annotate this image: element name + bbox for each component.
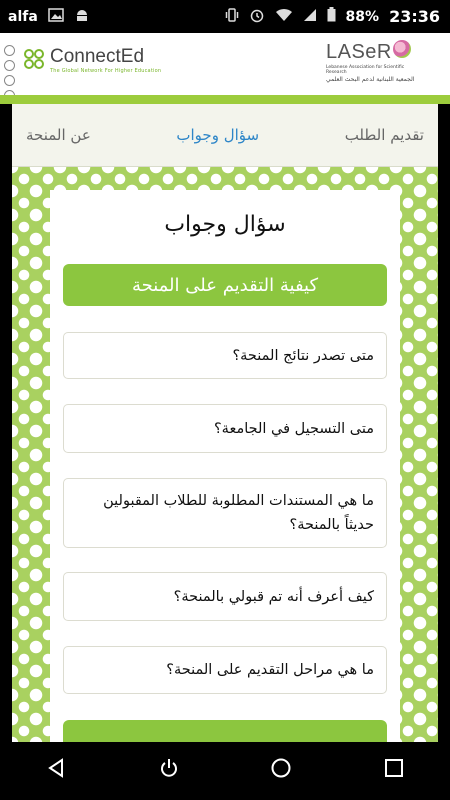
faq-question-acceptance[interactable]: كيف أعرف أنه تم قبولي بالمنحة؟ <box>63 572 387 621</box>
back-button[interactable] <box>26 756 86 786</box>
laser-subtitle-en: Lebanese Association for Scientific Research <box>326 65 405 75</box>
vibrate-icon <box>225 7 239 27</box>
image-icon <box>48 8 64 26</box>
signal-icon <box>303 8 317 26</box>
clock: 23:36 <box>389 7 440 26</box>
carrier-name: alfa <box>8 8 38 25</box>
home-icon <box>270 757 292 779</box>
laser-logo-name: LASeR <box>326 41 392 63</box>
menu-dot-icon <box>4 60 15 71</box>
tab-bar <box>12 104 438 167</box>
faq-question-documents[interactable]: ما هي المستندات المطلوبة للطلاب المقبولين حديثاً بالمنحة؟ <box>63 478 387 548</box>
faq-card <box>50 190 400 742</box>
home-button[interactable] <box>251 756 311 786</box>
status-bar <box>0 0 450 33</box>
navigation-bar <box>0 742 450 800</box>
alarm-icon <box>249 7 265 27</box>
tab-about[interactable]: عن المنحة <box>26 126 91 144</box>
wifi-icon <box>275 8 293 26</box>
faq-question-registration[interactable]: متى التسجيل في الجامعة؟ <box>63 404 387 453</box>
laser-logo <box>326 41 422 83</box>
menu-dot-icon <box>4 75 15 86</box>
menu-dot-icon <box>4 45 15 56</box>
recents-button[interactable] <box>364 756 424 786</box>
tab-apply[interactable]: تقديم الطلب <box>344 126 424 144</box>
recents-icon <box>383 757 405 779</box>
tab-faq[interactable]: سؤال وجواب <box>176 126 260 144</box>
android-debug-icon <box>74 8 90 26</box>
section-header-how-to-apply[interactable]: كيفية التقديم على المنحة <box>63 264 387 306</box>
back-icon <box>45 757 67 779</box>
connected-logo <box>24 47 161 74</box>
laser-subtitle-ar: الجمعية اللبنانية لدعم البحث العلمي <box>326 76 415 83</box>
battery-percentage: 88% <box>345 8 380 25</box>
faq-question-results[interactable]: متى تصدر نتائج المنحة؟ <box>63 332 387 379</box>
laser-flower-icon <box>393 40 411 58</box>
faq-question-stages[interactable]: ما هي مراحل التقديم على المنحة؟ <box>63 646 387 694</box>
connected-logo-name: ConnectEd <box>50 46 145 67</box>
power-button[interactable] <box>139 756 199 786</box>
battery-icon <box>327 7 336 26</box>
header-divider <box>0 95 450 104</box>
connected-logo-tagline: The Global Network For Higher Education <box>50 68 162 74</box>
faq-title: سؤال وجواب <box>164 212 286 237</box>
power-icon <box>158 757 180 779</box>
connected-logo-icon <box>24 49 46 71</box>
app-header <box>0 33 450 95</box>
